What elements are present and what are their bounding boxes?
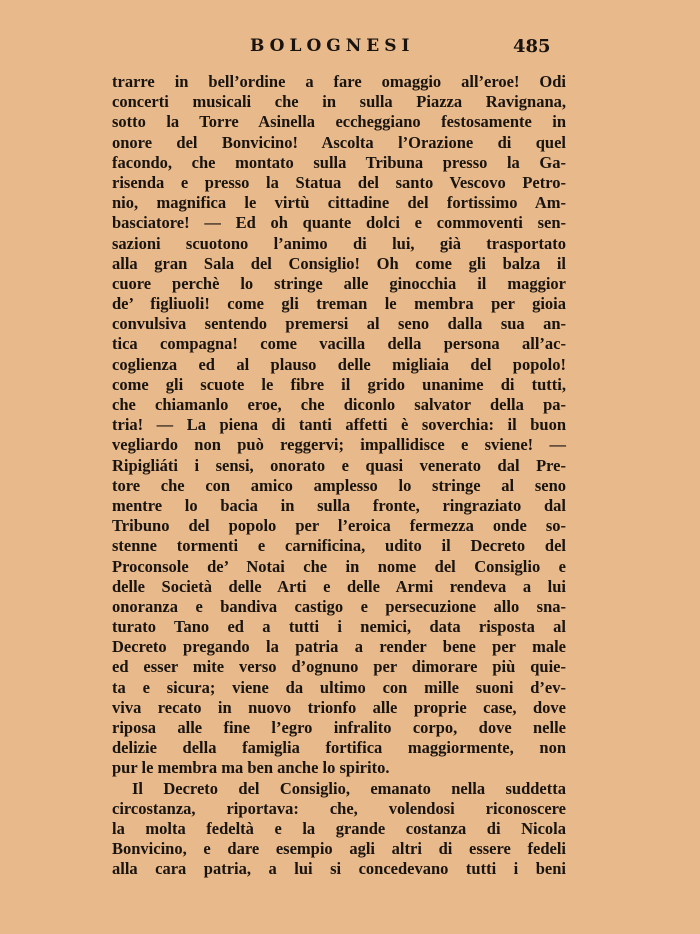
text-line: Proconsole de’ Notai che in nome del Consiglio e [112,556,566,576]
text-line: viva recato in nuovo trionfo alle proprie case, dove [112,697,566,717]
text-line: onore del Bonvicino! Ascolta l’Orazione di quel [112,132,566,152]
text-line: basciatore! — Ed oh quante dolci e commoventi sen- [112,213,566,233]
text-line: risenda e presso la Statua del santo Vescovo Petro- [112,172,566,192]
text-line: alla gran Sala del Consiglio! Oh come gli balza il [112,253,566,273]
paragraph-first-line: Il Decreto del Consiglio, emanato nella suddetta [132,778,566,798]
text-line: stenne tormenti e carnificina, udito il Decreto del [112,536,566,556]
text-line: come gli scuote le fibre il grido unanime di tutti, [112,374,566,394]
text-line: trarre in bell’ordine a fare omaggio all’eroe! Odi [112,72,566,91]
running-title: BOLOGNESI [250,36,415,56]
text-line: delizie della famiglia fortifica maggiormente, non [112,738,566,758]
text-line: Bonvicino, e dare esempio agli altri di essere fedeli [112,839,566,859]
text-line: de’ figliuoli! come gli treman le membra per gioia [112,294,566,314]
body-text [112,72,566,880]
text-line: facondo, che montato sulla Tribuna presso la Ga- [112,152,566,172]
text-line: onoranza e bandiva castigo e persecuzione allo sna- [112,596,566,616]
text-line: alla cara patria, a lui si concedevano tutti i beni [112,859,566,879]
text-line: ta e sicura; viene da ultimo con mille suoni d’ev- [112,677,566,697]
text-line: Ripigliáti i sensi, onorato e quasi venerato dal Pre- [112,455,566,475]
text-line: tore che con amico amplesso lo stringe al seno [112,475,566,495]
text-line: convulsiva sentendo premersi al seno dalla sua an- [112,314,566,334]
text-line: coglienza ed al plauso delle migliaia del popolo! [112,354,566,374]
text-line: che chiamanlo eroe, che diconlo salvator della pa- [112,395,566,414]
text-line: sotto la Torre Asinella eccheggiano festosamente in [112,112,566,132]
text-line: sazioni scuotono l’animo di lui, già trasportato [112,233,566,253]
text-line: circostanza, riportava: che, volendosi riconoscere [112,798,566,818]
text-line: ed esser mite verso d’ognuno per dimorare più quie- [112,657,566,677]
text-line: cuore perchè lo stringe alle ginocchia il maggior [112,273,566,293]
page-number: 485 [513,36,551,57]
text-line: delle Società delle Arti e delle Armi rendeva a lui [112,576,566,596]
text-line: la molta fedeltà e la grande costanza di Nicola [112,818,566,838]
text-line: vegliardo non può reggervi; impallidisce e sviene! — [112,435,566,455]
running-head [0,36,700,60]
text-line: tria! — La piena di tanti affetti è soverchia: il buon [112,415,566,435]
text-line: mentre lo bacia in sulla fronte, ringraziato dal [112,495,566,515]
text-line: riposa alle fine l’egro infralito corpo, dove nelle [112,718,566,737]
text-line: nio, magnifica le virtù cittadine del fortissimo Am- [112,193,566,213]
paragraph-end-line: pur le membra ma ben anche lo spirito. [112,758,390,778]
text-line: concerti musicali che in sulla Piazza Ravignana, [112,92,566,112]
text-line: Decreto pregando la patria a render bene per male [112,637,566,657]
text-line: turato Tano ed a tutti i nemici, data risposta al [112,617,566,637]
text-line: tica compagna! come vacilla della persona all’ac- [112,334,566,354]
text-line: Tribuno del popolo per l’eroica fermezza onde so- [112,516,566,536]
